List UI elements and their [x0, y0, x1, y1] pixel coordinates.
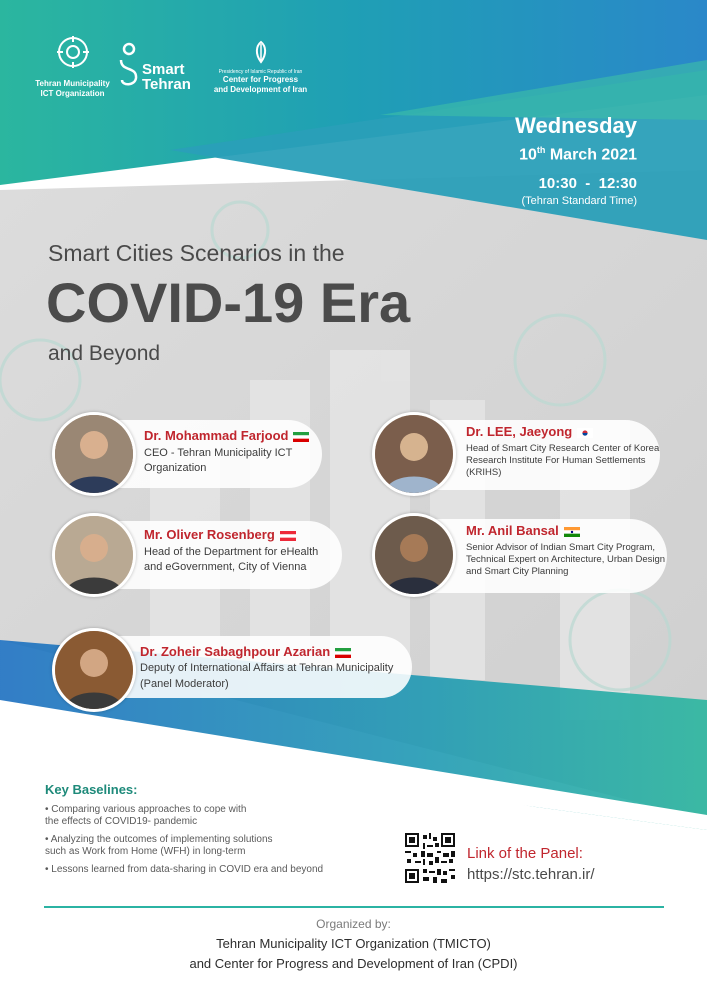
austria-flag-icon: [280, 531, 296, 541]
tmicto-logo: [30, 34, 115, 99]
list-item: • Lessons learned from data-sharing in COVID era and beyond: [45, 864, 324, 875]
speaker-name: Dr. Mohammad Farjood: [144, 428, 309, 443]
cpdi-logo-line2: and Development of Iran: [213, 85, 308, 94]
event-date: [515, 139, 637, 166]
speaker-avatar: [52, 513, 136, 597]
organizer-line2: and Center for Progress and Development of Iran (CPDI): [189, 956, 518, 971]
link-url[interactable]: https://stc.tehran.ir/: [467, 866, 595, 883]
korea-flag-icon: [577, 428, 593, 438]
speaker-name: Mr. Anil Bansal: [466, 523, 580, 538]
speaker-avatar: [372, 412, 456, 496]
speaker-note: (Panel Moderator): [140, 678, 229, 690]
key-baselines-title: Key Baselines:: [45, 782, 138, 797]
list-item: • Comparing various approaches to cope with the effects of COVID19- pandemic: [45, 804, 247, 827]
organizer-line1: Tehran Municipality ICT Organization (TMICTO): [216, 936, 491, 951]
iran-emblem-icon: [250, 40, 272, 64]
cpdi-logo: [208, 40, 313, 95]
link-label: Link of the Panel:: [467, 845, 583, 862]
smart-tehran-line1: Smart: [142, 61, 185, 78]
speaker-avatar: [52, 412, 136, 496]
event-date-day: 10: [519, 146, 537, 164]
speaker-role: Deputy of International Affairs at Tehran Municipality: [140, 662, 394, 674]
footer-divider: [44, 906, 664, 908]
speaker-role: Head of Smart City Research Center of Korea Research Institute For Human Settlements (KRIHS): [466, 443, 660, 478]
event-date-suffix: th: [536, 145, 546, 155]
qr-code-icon[interactable]: [405, 833, 455, 883]
speaker-avatar: [52, 628, 136, 712]
speaker-role: CEO - Tehran Municipality ICT Organization: [144, 447, 293, 474]
tehran-municipality-emblem-icon: [55, 34, 91, 74]
key-baselines-list: [45, 804, 365, 882]
speaker-role: Senior Advisor of Indian Smart City Program, Technical Expert on Architecture, Urban Design and Smart City Planning: [466, 542, 666, 577]
event-time: 10:30 - 12:30: [538, 175, 637, 193]
tmicto-logo-line1: Tehran Municipality: [35, 79, 110, 88]
cpdi-logo-small: Presidency of Islamic Republic of Iran: [218, 69, 303, 75]
speaker-name: Dr. LEE, Jaeyong: [466, 424, 593, 439]
title-line3: and Beyond: [48, 342, 161, 365]
speaker-name: Mr. Oliver Rosenberg: [144, 527, 296, 542]
iran-flag-icon: [293, 432, 309, 442]
organized-by-label: Organized by:: [316, 917, 391, 931]
event-timezone: (Tehran Standard Time): [521, 195, 637, 208]
tmicto-logo-line2: ICT Organization: [40, 89, 105, 98]
iran-flag-icon: [335, 648, 351, 658]
smart-tehran-line2: Tehran: [142, 76, 191, 93]
speaker-name: Dr. Zoheir Sabaghpour Azarian: [140, 644, 351, 659]
speaker-avatar: [372, 513, 456, 597]
title-line1: Smart Cities Scenarios in the: [48, 240, 345, 266]
india-flag-icon: [564, 527, 580, 537]
cpdi-logo-line1: Center for Progress: [222, 75, 299, 84]
list-item: • Analyzing the outcomes of implementing solutions such as Work from Home (WFH) in long-term: [45, 834, 273, 857]
speaker-role: Head of the Department for eHealth and eGovernment, City of Vienna: [144, 546, 319, 573]
smart-tehran-figure-icon: [118, 42, 140, 88]
event-datetime: [515, 113, 637, 208]
event-day: Wednesday: [515, 113, 637, 138]
title-line2: COVID-19 Era: [46, 271, 411, 334]
event-date-rest: March 2021: [545, 146, 637, 164]
